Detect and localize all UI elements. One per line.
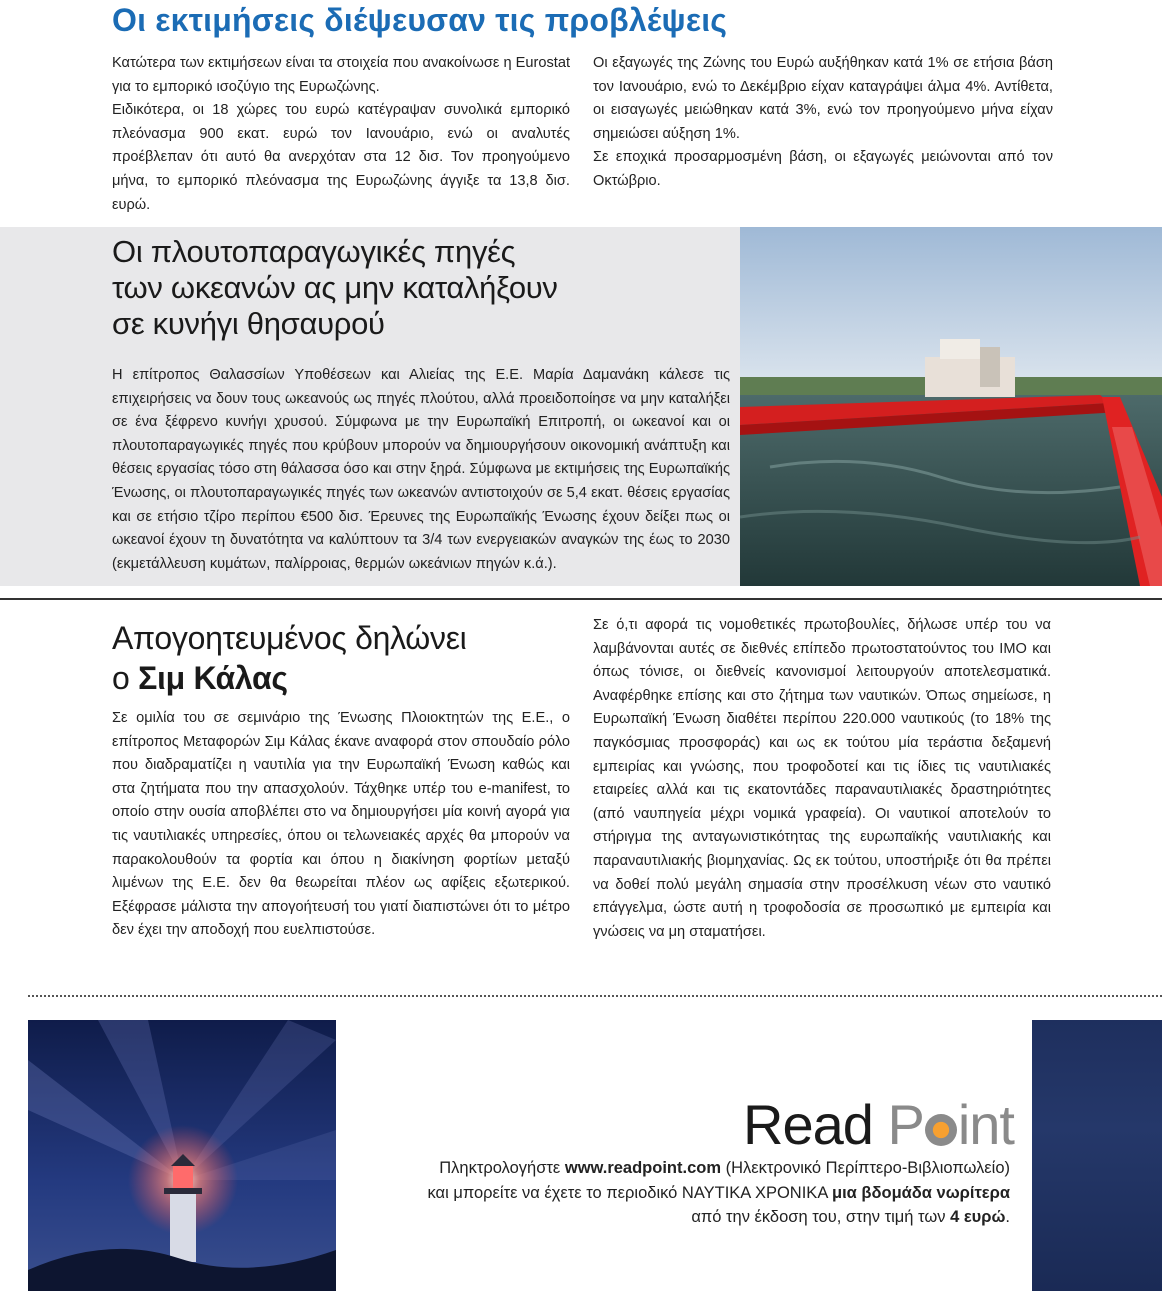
readpoint-advertisement xyxy=(28,1020,1162,1291)
title-name: Σιμ Κάλας xyxy=(138,660,288,696)
title-line xyxy=(112,658,572,698)
article2-body xyxy=(112,364,730,576)
article2-title xyxy=(112,234,732,342)
logo-read: Read xyxy=(743,1093,873,1156)
section-divider xyxy=(0,598,1162,600)
ad-copy xyxy=(250,1156,1010,1230)
readpoint-logo xyxy=(743,1095,1014,1155)
title-prefix: ο xyxy=(112,660,139,696)
title-line: των ωκεανών ας μην καταλήξουν xyxy=(112,270,558,305)
ad-line xyxy=(250,1156,1010,1181)
article3-paragraph: Σε ομιλία του σε σεμινάριο της Ένωσης Πλοιοκτητών της Ε.Ε., ο επίτροπος Μεταφορών Σιμ Κάλας έκανε αναφορά στον σπουδαίο ρόλο που διαδραματίζει η ναυτιλία για την Ευρωπαϊκή Ένωση καθώς και στα ζητήματα που την απασχολούν. Τάχθηκε υπέρ του e-manifest, το οποίο στην ουσία αποβλέπει στο να δημιουργήσει μία κοινή αγορά για τις ναυτιλιακές υπηρεσίες, όπου οι τελωνειακές αρχές θα μπορούν να παρακολουθούν τα φορτία και όπου η διακίνηση φορτίων μεταξύ λιμένων της Ε.Ε. δεν θα θεωρείται πλέον ως αφίξεις εξωτερικού. Εξέφρασε μάλιστα την απογοήτευσή του γιατί διαπιστώνει ότι το μέτρο δεν έχει την αποδοχή που ευελπιστούσε. xyxy=(112,710,570,939)
barge-photo xyxy=(740,227,1162,586)
article1-paragraph: Κατώτερα των εκτιμήσεων είναι τα στοιχεία που ανακοίνωσε η Eurostat για το εμπορικό ισοζύγιο της Ευρωζώνης. xyxy=(112,55,570,95)
logo-point xyxy=(887,1093,1014,1156)
ad-text-segment: (Ηλεκτρονικό Περίπτερο-Βιβλιοπωλείο) xyxy=(721,1159,1010,1177)
article3-right-column xyxy=(593,614,1051,944)
article1-paragraph: Ειδικότερα, οι 18 χώρες του ευρώ κατέγραψαν συνολικά εμπορικό πλεόνασμα 900 εκατ. ευρώ τον Ιανουάριο, ενώ οι αναλυτές προέβλεπαν ότι αυτό θα ανερχόταν στα 12 δισ. Τον προηγούμενο μήνα, το εμπορικό πλεόνασμα της Ευρωζώνης άγγιξε τα 13,8 δισ. ευρώ. xyxy=(112,102,570,213)
article3-paragraph: Σε ό,τι αφορά τις νομοθετικές πρωτοβουλίες, δήλωσε υπέρ του να λαμβάνονται αυτές σε διεθνές επίπεδο πρωτοστατούντος του ΙΜΟ και όπως τόνισε, οι διεθνείς κανονισμοί λειτουργούν αποτελεσματικά. Αναφέρθηκε επίσης και στο ζήτημα των ναυτικών. Όπως σημείωσε, η Ευρωπαϊκή Ένωση διαθέτει περίπου 220.000 ναυτικούς (το 18% της παγκόσμιας προσφοράς) και ως εκ τούτου μία τεράστια δεξαμενή εμπειρίας και γνώσης, που τροφοδοτεί και τις ίδιες τις ναυτιλιακές εταιρείες αλλά και τις εκατοντάδες παραναυτιλιακές δραστηριότητες (από ναυπηγεία μέχρι νομικά γραφεία). Οι ναυτικοί αποτελούν το στήριγμα της ανταγωνιστικότητας της ευρωπαϊκής ναυτιλιακής και παραναυτιλιακής βιομηχανίας. Ως εκ τούτου, υποστήριξε ότι θα πρέπει να δοθεί πολύ μεγάλη σημασία στην προσέλκυση νέων στο ναυτικό επάγγελμα, ώστε αυτή η τροφοδοσία σε προσωπικό με εμπειρία και γνώσεις να μη σταματήσει. xyxy=(593,617,1051,940)
readpoint-url-link[interactable]: www.readpoint.com xyxy=(564,1159,722,1177)
article1-paragraph: Σε εποχικά προσαρμοσμένη βάση, οι εξαγωγές μειώνονται από τον Οκτώβριο. xyxy=(593,149,1053,189)
ad-side-panel xyxy=(1032,1020,1162,1291)
article2-paragraph: Η επίτροπος Θαλασσίων Υποθέσεων και Αλιείας της Ε.Ε. Μαρία Δαμανάκη κάλεσε τις επιχειρήσεις να δουν τους ωκεανούς ως πηγές πλούτου, αλλά προειδοποίησε να μην καταλήξει σε ένα ξέφρενο κυνήγι χρυσού. Σύμφωνα με την Ευρωπαϊκή Επιτροπή, οι ωκεανοί και οι πλουτοπαραγωγικές πηγές που κρύβουν μπορούν να δημιουργήσουν οικονομική ανάπτυξη και θέσεις εργασίας τόσο στη θάλασσα όσο και στην ξηρά. Σύμφωνα με εκτιμήσεις της Ευρωπαϊκής Ένωσης, οι πλουτοπαραγωγικές πηγές των ωκεανών αντιστοιχούν σε 5,4 εκατ. θέσεις εργασίας και σε ετήσιο τζίρο περίπου €500 δισ. Έρευνες της Ευρωπαϊκής Ένωσης έχουν δείξει πως οι ωκεανοί έχουν τη δυνατότητα να καλύπτουν τα 3/4 των ενεργειακών αναγκών της έως το 2030 (εκμετάλλευση κυμάτων, παλίρροιας, θερμών ωκεάνιων πηγών κ.ά.). xyxy=(112,367,730,572)
logo-int: int xyxy=(957,1093,1014,1156)
article1-title: Οι εκτιμήσεις διέψευσαν τις προβλέψεις xyxy=(112,2,728,38)
article1-left-column xyxy=(112,52,570,217)
ad-line xyxy=(250,1181,1010,1206)
logo-o-circle-icon xyxy=(925,1114,957,1146)
article3-title xyxy=(112,618,572,698)
article1-paragraph: Οι εξαγωγές της Ζώνης του Ευρώ αυξήθηκαν κατά 1% σε ετήσια βάση τον Ιανουάριο, ενώ το Δεκέμβριο είχαν καταγράψει άλμα 4%. Αντίθετα, οι εισαγωγές μειώθηκαν κατά 3%, ενώ τον προηγούμενο μήνα είχαν σημειώσει αύξηση 1%. xyxy=(593,55,1053,142)
title-line: Απογοητευμένος δηλώνει xyxy=(112,620,467,656)
logo-p: P xyxy=(887,1093,924,1156)
ad-text-segment: . xyxy=(1005,1208,1010,1226)
title-line: Οι πλουτοπαραγωγικές πηγές xyxy=(112,234,516,269)
ad-price: 4 ευρώ xyxy=(950,1208,1006,1226)
ad-text-segment: και μπορείτε να έχετε το περιοδικό ΝΑΥΤΙΚΑ ΧΡΟΝΙΚΑ xyxy=(427,1183,832,1202)
ad-line xyxy=(250,1205,1010,1230)
dotted-separator xyxy=(28,995,1162,997)
article3-left-column xyxy=(112,707,570,943)
ad-text-segment: από την έκδοση του, στην τιμή των xyxy=(691,1208,951,1226)
ad-text-bold: μια βδομάδα νωρίτερα xyxy=(832,1183,1010,1202)
article1-right-column xyxy=(593,52,1053,194)
title-line: σε κυνήγι θησαυρού xyxy=(112,306,385,341)
ad-text-segment: Πληκτρολογήστε xyxy=(439,1159,565,1177)
